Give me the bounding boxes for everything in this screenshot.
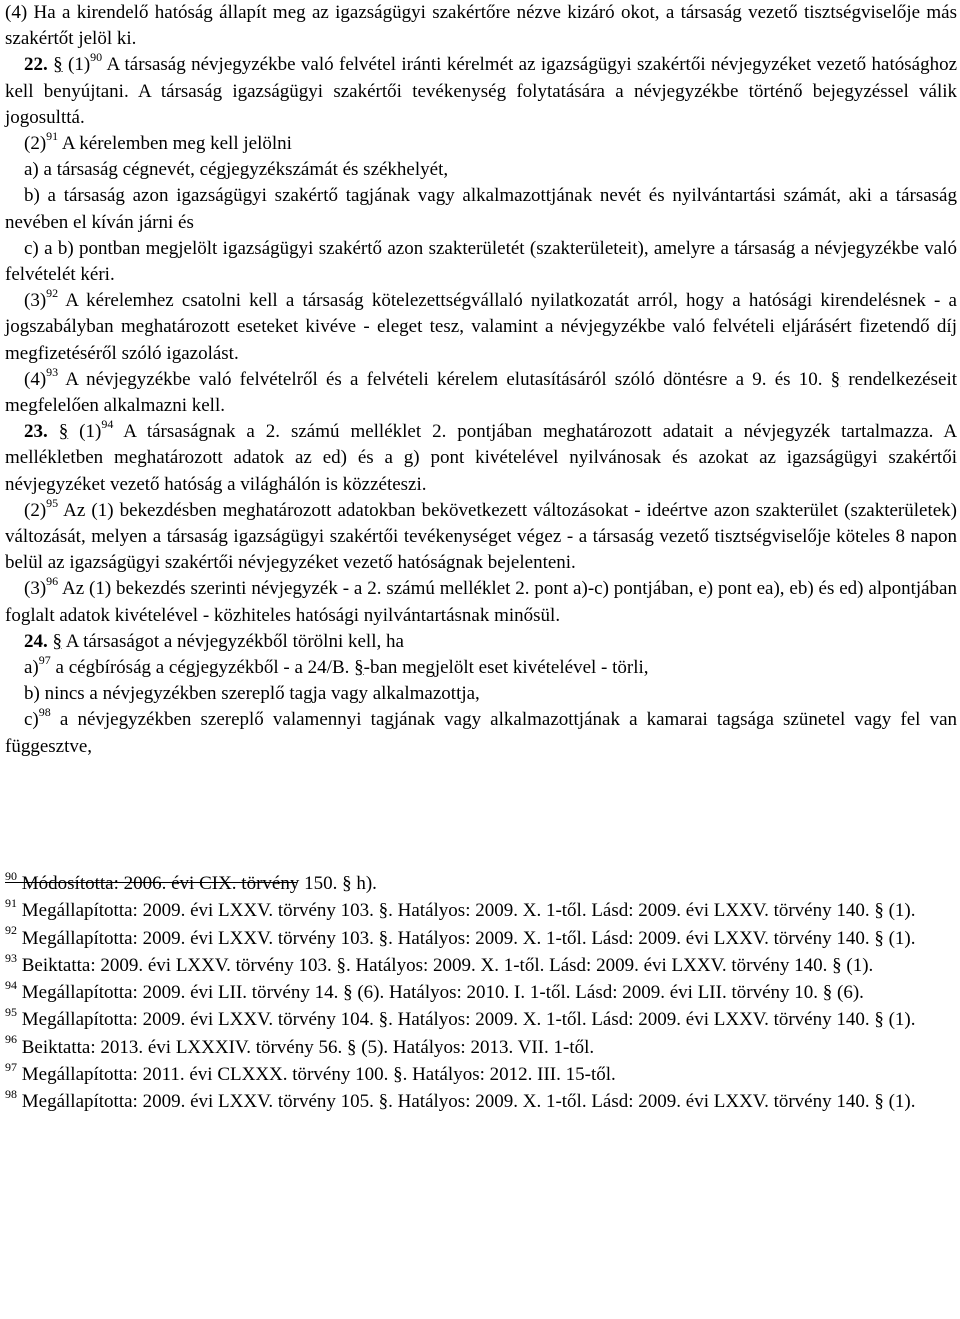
footnote-94: $^{94}$ Megállapította: 2009. évi LII. törvény 14. § (6). Hatályos: 2010. I. 1-től. Lásd: 2009. évi LII. törvény 10. § (6). xyxy=(5,977,864,1004)
footnote-90: $^{90}$ Módosította: 2006. évi CIX. törvény 150. § h). xyxy=(5,868,377,894)
section-sign-link[interactable]: § xyxy=(58,421,69,443)
footnote-ref-96[interactable]: 96 xyxy=(46,574,59,589)
section-24-point-c: c)$^{98}$ a névjegyzékben szereplő valamennyi tagjának vagy alkalmazottjának a kamarai tagsága szünetel vagy fel van függesztve, xyxy=(5,705,958,757)
footnote-93: $^{93}$ Beiktatta: 2009. évi LXXV. törvény 103. §. Hatályos: 2009. X. 1-től. Lásd: 2009. évi LXXV. törvény 140. § (1). xyxy=(5,950,874,976)
section-22-para-3: $(3)^{92}$ A kérelemhez csatolni kell a társaság kötelezettségvállaló nyilatkozatát arról, hogy a hatósági kirendelésnek - a jogszabályban meghatározott eseteket kivéve - eleget tesz, valamint a névjegyzékbe való felvételi eljárásért fizetendő díj megfizetéséről szóló igazolást. xyxy=(5,285,957,364)
section-23-para-3: $(3)^{96}$ Az (1) bekezdés szerinti névjegyzék - a 2. számú melléklet 2. pont a)-c) pontjában, e) pont ea), eb) és ed) alpontjában foglalt adatok kivételével - közhiteles hatósági nyilvántartásnak minősül. xyxy=(5,574,957,626)
section-sign-link[interactable]: § xyxy=(53,54,63,76)
section-24-point-b: b) nincs a névjegyzékben szereplő tagja vagy alkalmazottja, xyxy=(24,683,480,705)
footnote-98: $^{98}$ Megállapította: 2009. évi LXXV. törvény 105. §. Hatályos: 2009. X. 1-től. Lásd: 2009. évi LXXV. törvény 140. § (1). xyxy=(5,1087,916,1113)
section-23-para-1: 23. § $(1)^{94}$ A társaságnak a 2. számú melléklet 2. pontjában meghatározott adatait a névjegyzék tartalmazza. A mellékletben meghatározott adatok az ed) és a g) pont kivételével nyilvánosak és azokat az igazságügyi szakértői névjegyzéket vezető hatóság a világhálón is közzéteszi. xyxy=(5,416,958,495)
footnote-ref-91[interactable]: 91 xyxy=(46,128,59,143)
footnote-92: $^{92}$ Megállapította: 2009. évi LXXV. törvény 103. §. Hatályos: 2009. X. 1-től. Lásd: 2009. évi LXXV. törvény 140. § (1). xyxy=(5,923,916,949)
footnote-ref-90[interactable]: 90 xyxy=(90,50,103,65)
footnote-96: $^{96}$ Beiktatta: 2013. évi LXXXIV. törvény 56. § (5). Hatályos: 2013. VII. 1-től. xyxy=(5,1032,595,1058)
section-sign-link[interactable]: § xyxy=(830,368,841,390)
paragraph-4-conflict: (4) Ha a kirendelő hatóság állapít meg az igazságügyi szakértőre nézve kizáró okot, a társaság vezető tisztségviselője más szakértőt jelöl ki. xyxy=(5,2,957,50)
section-22-point-a: a) a társaság cégnevét, cégjegyzékszámát és székhelyét, xyxy=(24,159,449,181)
section-22-point-c: c) a b) pontban megjelölt igazságügyi szakértő azon szakterületét (szakterületeit), amelyre a társaság a névjegyzékbe való felvételét kéri. xyxy=(5,237,957,286)
section-22-para-4: $(4)^{93}$ A névjegyzékbe való felvételről és a felvételi kérelem elutasításáról szóló döntésre a 9. és 10. § rendelkezéseit megfelelően alkalmazni kell. xyxy=(5,364,957,417)
footnote-ref-95[interactable]: 95 xyxy=(46,495,59,510)
footnote-ref-97[interactable]: 97 xyxy=(38,652,51,667)
footnote-ref-93[interactable]: 93 xyxy=(46,364,59,379)
section-23-number: 23. xyxy=(24,421,48,443)
section-23-para-2: $(2)^{95}$ Az (1) bekezdésben meghatározott adatokban bekövetkezett változásokat - ideértve azon szakterület (szakterületek) változását, melyen a társaság igazságügyi szakértői tevékenységet végez - a társaság vezető tisztségviselője köteles 8 napon belül az igazságügyi szakértői névjegyzéket vezető hatóságnak bejelenteni. xyxy=(5,495,957,574)
section-22-number: 22. xyxy=(24,54,48,76)
footnote-ref-98[interactable]: 98 xyxy=(38,705,51,720)
footnote-ref-92[interactable]: 92 xyxy=(46,285,59,300)
document-body xyxy=(5,0,957,760)
footnote-95: $^{95}$ Megállapította: 2009. évi LXXV. törvény 104. §. Hatályos: 2009. X. 1-től. Lásd: 2009. évi LXXV. törvény 140. § (1). xyxy=(5,1005,916,1031)
section-24-intro: 24. § A társaságot a névjegyzékből törölni kell, ha xyxy=(24,630,404,652)
section-22-para-1: 22. § $(1)^{90}$ A társaság névjegyzékbe való felvétel iránti kérelmét az igazságügyi szakértői névjegyzéket vezető hatósághoz kell benyújtani. A társaság igazságügyi szakértői tevékenység folytatására a névjegyzékbe történő bejegyzéssel válik jogosulttá. xyxy=(5,50,957,128)
section-sign-link[interactable]: § xyxy=(52,630,62,652)
footnote-91: $^{91}$ Megállapította: 2009. évi LXXV. törvény 103. §. Hatályos: 2009. X. 1-től. Lásd: 2009. évi LXXV. törvény 140. § (1). xyxy=(5,895,916,922)
section-22-para-2: $(2)^{91}$ A kérelemben meg kell jelölni xyxy=(24,128,292,155)
section-24-point-a: a)$^{97}$ a cégbíróság a cégjegyzékből - a 24/B. §-ban megjelölt eset kivételével - törli, xyxy=(24,652,649,679)
footnote-ref-94[interactable]: 94 xyxy=(101,416,114,431)
footnote-97: $^{97}$ Megállapította: 2011. évi CLXXX. törvény 100. §. Hatályos: 2012. III. 15-től. xyxy=(5,1059,616,1086)
footnotes xyxy=(5,870,957,1116)
section-sign-link[interactable]: § xyxy=(354,657,364,679)
section-24-number: 24. xyxy=(24,630,48,652)
section-22-point-b: b) a társaság azon igazságügyi szakértő tagjának vagy alkalmazottjának nevét és nyilvántartási számát, aki a társaság nevében el kíván járni és xyxy=(5,185,957,233)
